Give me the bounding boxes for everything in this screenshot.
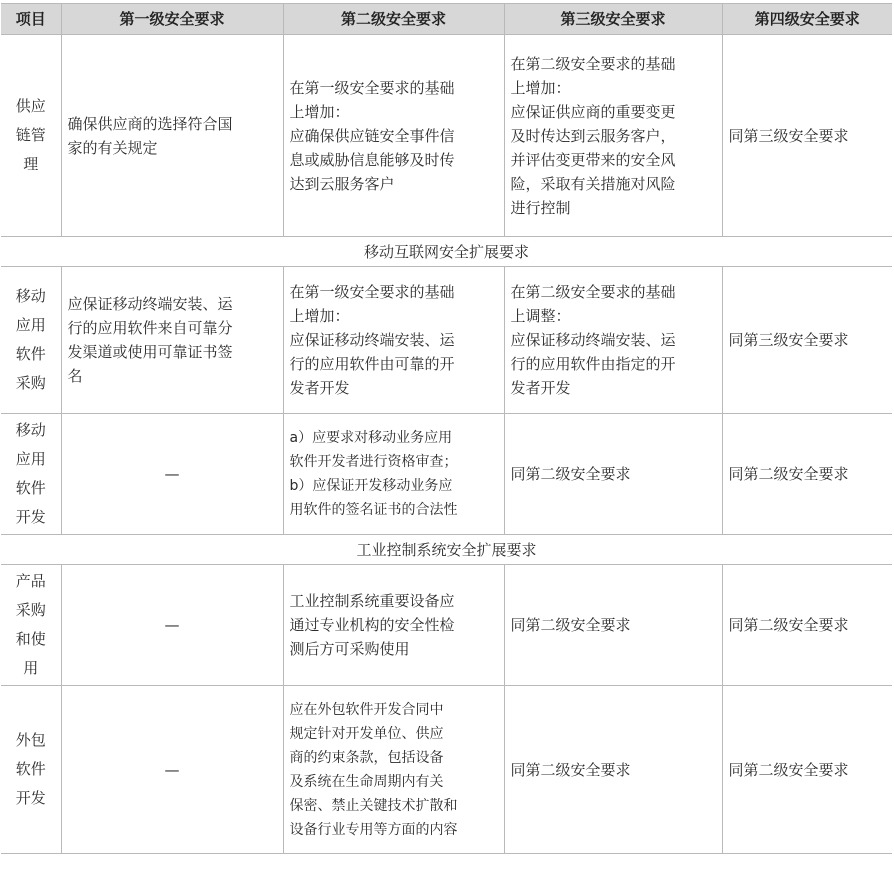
- section-row-mobile: [1, 237, 892, 267]
- level-4-cell: 同第三级安全要求: [722, 267, 892, 414]
- header-item: 项目: [1, 4, 61, 35]
- header-level-4: 第四级安全要求: [722, 4, 892, 35]
- level-4-cell: 同第三级安全要求: [722, 35, 892, 237]
- level-3-cell: 同第二级安全要求: [504, 414, 722, 535]
- table-row-mobile-development: [1, 414, 892, 535]
- level-4-cell: 同第二级安全要求: [722, 414, 892, 535]
- table-row-product-purchase: [1, 565, 892, 686]
- level-1-cell: 确保供应商的选择符合国 家的有关规定: [61, 35, 283, 237]
- row-label: 外包 软件 开发: [1, 686, 61, 854]
- header-row: [1, 4, 892, 35]
- row-label: 供应 链管 理: [1, 35, 61, 237]
- header-level-1: 第一级安全要求: [61, 4, 283, 35]
- level-3-cell: 在第二级安全要求的基础 上调整： 应保证移动终端安装、运 行的应用软件由指定的开 发者开发: [504, 267, 722, 414]
- level-3-cell: 同第二级安全要求: [504, 565, 722, 686]
- level-2-cell: 应在外包软件开发合同中 规定针对开发单位、供应 商的约束条款，包括设备 及系统在生命周期内有关 保密、禁止关键技术扩散和 设备行业专用等方面的内容: [283, 686, 504, 854]
- level-2-cell: a）应要求对移动业务应用 软件开发者进行资格审查； b）应保证开发移动业务应 用软件的签名证书的合法性: [283, 414, 504, 535]
- level-4-cell: 同第二级安全要求: [722, 686, 892, 854]
- level-2-cell: 在第一级安全要求的基础 上增加： 应确保供应链安全事件信 息或威胁信息能够及时传 达到云服务客户: [283, 35, 504, 237]
- level-2-cell: 工业控制系统重要设备应 通过专业机构的安全性检 测后方可采购使用: [283, 565, 504, 686]
- level-3-cell: 同第二级安全要求: [504, 686, 722, 854]
- table-row-mobile-purchase: [1, 267, 892, 414]
- level-1-cell: —: [61, 686, 283, 854]
- header-level-3: 第三级安全要求: [504, 4, 722, 35]
- level-3-cell: 在第二级安全要求的基础 上增加： 应保证供应商的重要变更 及时传达到云服务客户， 并评估变更带来的安全风 险，采取有关措施对风险 进行控制: [504, 35, 722, 237]
- header-level-2: 第二级安全要求: [283, 4, 504, 35]
- row-label: 产品 采购 和使 用: [1, 565, 61, 686]
- level-1-cell: —: [61, 565, 283, 686]
- section-title: 工业控制系统安全扩展要求: [1, 535, 892, 565]
- level-1-cell: —: [61, 414, 283, 535]
- level-4-cell: 同第二级安全要求: [722, 565, 892, 686]
- row-label: 移动 应用 软件 开发: [1, 414, 61, 535]
- level-1-cell: 应保证移动终端安装、运 行的应用软件来自可靠分 发渠道或使用可靠证书签 名: [61, 267, 283, 414]
- section-title: 移动互联网安全扩展要求: [1, 237, 892, 267]
- section-row-industrial: [1, 535, 892, 565]
- table-row-outsourced-development: [1, 686, 892, 854]
- table-row-supply-chain: [1, 35, 892, 237]
- row-label: 移动 应用 软件 采购: [1, 267, 61, 414]
- level-2-cell: 在第一级安全要求的基础 上增加： 应保证移动终端安装、运 行的应用软件由可靠的开 发者开发: [283, 267, 504, 414]
- security-requirements-table: [1, 3, 892, 854]
